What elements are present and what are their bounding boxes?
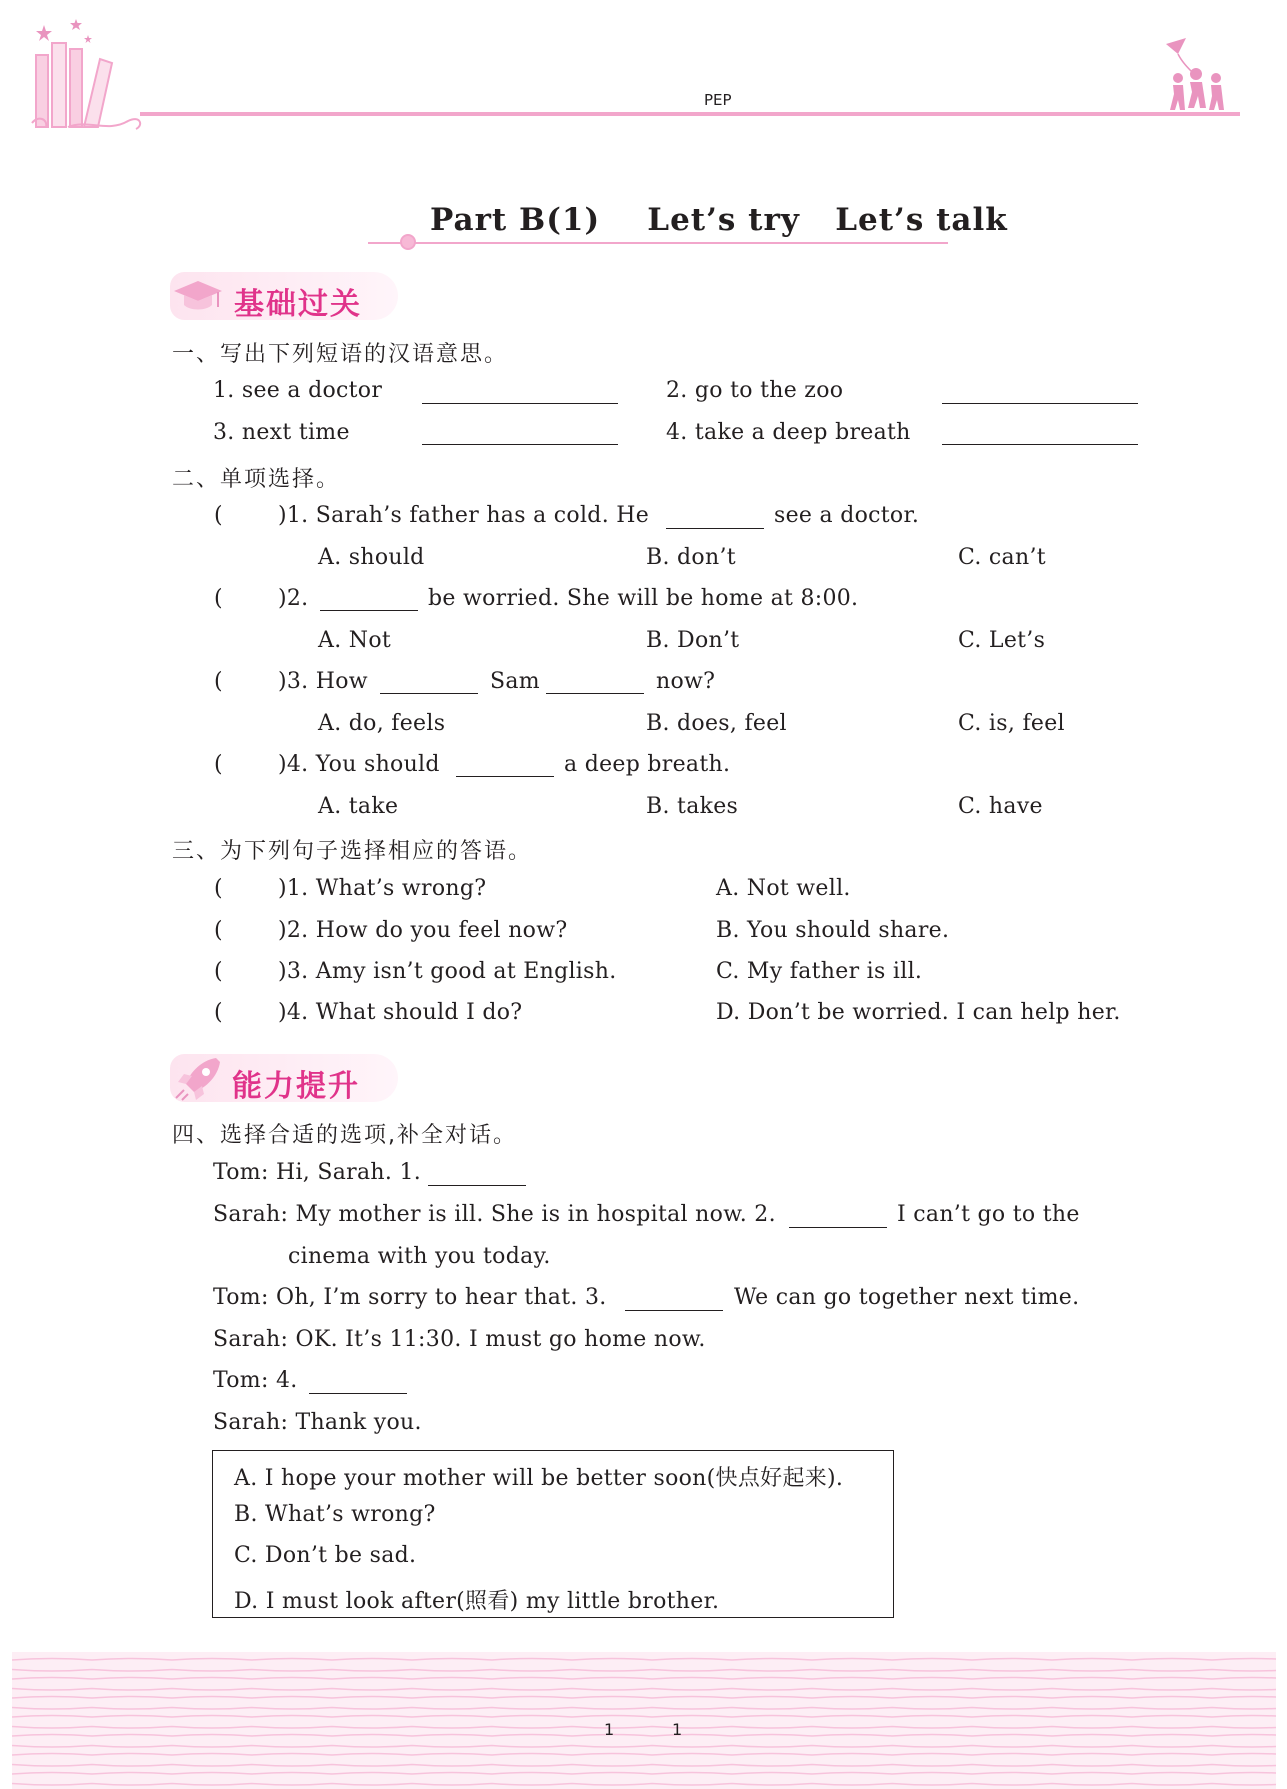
q2-blank-4[interactable]: [456, 775, 554, 777]
title-underline: [368, 242, 948, 244]
section-title-basic: 基础过关: [234, 287, 362, 322]
q2-stem-4-end: a deep breath.: [564, 752, 731, 777]
section-title-advanced: 能力提升: [232, 1069, 360, 1104]
dialogue-line-5: Tom: 4.: [213, 1368, 298, 1393]
header-books-decoration: [28, 15, 158, 135]
q2-stem-2-end: be worried. She will be home at 8:00.: [428, 586, 859, 611]
dialogue-blank-3[interactable]: [625, 1309, 723, 1311]
option-c: C. Don’t be sad.: [234, 1543, 417, 1568]
dialogue-line-6: Sarah: Thank you.: [213, 1410, 422, 1435]
q2-2-option-a: A. Not: [318, 628, 392, 653]
q1-answer-blank-3[interactable]: [422, 443, 618, 445]
rocket-icon: [172, 1054, 224, 1102]
q3-heading: 三、为下列句子选择相应的答语。: [172, 839, 533, 864]
q2-4-option-c: C. have: [958, 794, 1043, 819]
q2-4-option-b: B. takes: [646, 794, 739, 819]
q1-item-4: 4. take a deep breath: [666, 420, 911, 445]
q2-1-option-b: B. don’t: [646, 545, 736, 570]
dialogue-line-3-end: We can go together next time.: [734, 1285, 1080, 1310]
q1-item-3: 3. next time: [213, 420, 350, 445]
q2-stem-1: )1. Sarah’s father has a cold. He: [278, 503, 650, 528]
dialogue-blank-4[interactable]: [309, 1392, 407, 1394]
q3-question-3: )3. Amy isn’t good at English.: [278, 959, 617, 984]
q2-4-option-a: A. take: [318, 794, 399, 819]
header-rule: [140, 112, 1240, 116]
dialogue-blank-1[interactable]: [428, 1184, 526, 1186]
q3-paren-4[interactable]: (: [214, 1000, 223, 1025]
q2-blank-1[interactable]: [666, 527, 764, 529]
q1-answer-blank-4[interactable]: [942, 443, 1138, 445]
q2-3-option-c: C. is, feel: [958, 711, 1065, 736]
q2-1-option-a: A. should: [318, 545, 425, 570]
dialogue-line-2-end: I can’t go to the: [897, 1202, 1080, 1227]
dialogue-line-2-cont: cinema with you today.: [288, 1244, 551, 1269]
q2-3-option-b: B. does, feel: [646, 711, 787, 736]
q3-paren-1[interactable]: (: [214, 876, 223, 901]
header-children-kite-decoration: [1158, 30, 1238, 120]
dialogue-line-1: Tom: Hi, Sarah. 1.: [213, 1160, 422, 1185]
q3-paren-3[interactable]: (: [214, 959, 223, 984]
dialogue-line-4: Sarah: OK. It’s 11:30. I must go home now.: [213, 1327, 706, 1352]
option-b: B. What’s wrong?: [234, 1502, 436, 1527]
q2-blank-3b[interactable]: [546, 692, 644, 694]
q4-heading: 四、选择合适的选项,补全对话。: [172, 1123, 517, 1148]
q1-item-1: 1. see a doctor: [213, 378, 383, 403]
q2-stem-3-mid: Sam: [490, 669, 540, 694]
q2-stem-4: )4. You should: [278, 752, 440, 777]
q2-2-option-b: B. Don’t: [646, 628, 740, 653]
page-number-left: 1: [604, 1720, 615, 1739]
header-label: PEP: [704, 91, 732, 109]
q2-stem-2: )2.: [278, 586, 309, 611]
title-dot-icon: [400, 234, 416, 250]
q3-question-2: )2. How do you feel now?: [278, 918, 568, 943]
q2-heading: 二、单项选择。: [172, 467, 341, 492]
q3-answer-b: B. You should share.: [716, 918, 950, 943]
option-a: A. I hope your mother will be better soon(快点好起来).: [234, 1466, 844, 1491]
q1-heading: 一、写出下列短语的汉语意思。: [172, 342, 509, 367]
q3-answer-d: D. Don’t be worried. I can help her.: [716, 1000, 1121, 1025]
page-number-right: 1: [672, 1720, 683, 1739]
dialogue-blank-2[interactable]: [789, 1226, 887, 1228]
q2-1-option-c: C. can’t: [958, 545, 1046, 570]
q2-paren-2[interactable]: (: [214, 586, 223, 611]
q3-paren-2[interactable]: (: [214, 918, 223, 943]
q2-stem-1-end: see a doctor.: [774, 503, 920, 528]
option-d: D. I must look after(照看) my little brother.: [234, 1589, 720, 1614]
q2-blank-2[interactable]: [320, 609, 418, 611]
footer-wave-decoration: [12, 1652, 1276, 1789]
q3-answer-a: A. Not well.: [716, 876, 851, 901]
dialogue-line-2: Sarah: My mother is ill. She is in hospital now. 2.: [213, 1202, 776, 1227]
q1-item-2: 2. go to the zoo: [666, 378, 844, 403]
q2-stem-3-end: now?: [656, 669, 716, 694]
q2-stem-3: )3. How: [278, 669, 368, 694]
q1-answer-blank-2[interactable]: [942, 402, 1138, 404]
dialogue-line-3: Tom: Oh, I’m sorry to hear that. 3.: [213, 1285, 607, 1310]
graduation-cap-icon: [172, 277, 224, 317]
page-title: Part B(1) Let’s try Let’s talk: [430, 202, 1008, 238]
q2-paren-4[interactable]: (: [214, 752, 223, 777]
q2-paren-1[interactable]: (: [214, 503, 223, 528]
q2-2-option-c: C. Let’s: [958, 628, 1046, 653]
q3-question-4: )4. What should I do?: [278, 1000, 523, 1025]
q3-question-1: )1. What’s wrong?: [278, 876, 487, 901]
q1-answer-blank-1[interactable]: [422, 402, 618, 404]
q2-paren-3[interactable]: (: [214, 669, 223, 694]
q2-3-option-a: A. do, feels: [318, 711, 446, 736]
q2-blank-3a[interactable]: [380, 692, 478, 694]
q3-answer-c: C. My father is ill.: [716, 959, 923, 984]
